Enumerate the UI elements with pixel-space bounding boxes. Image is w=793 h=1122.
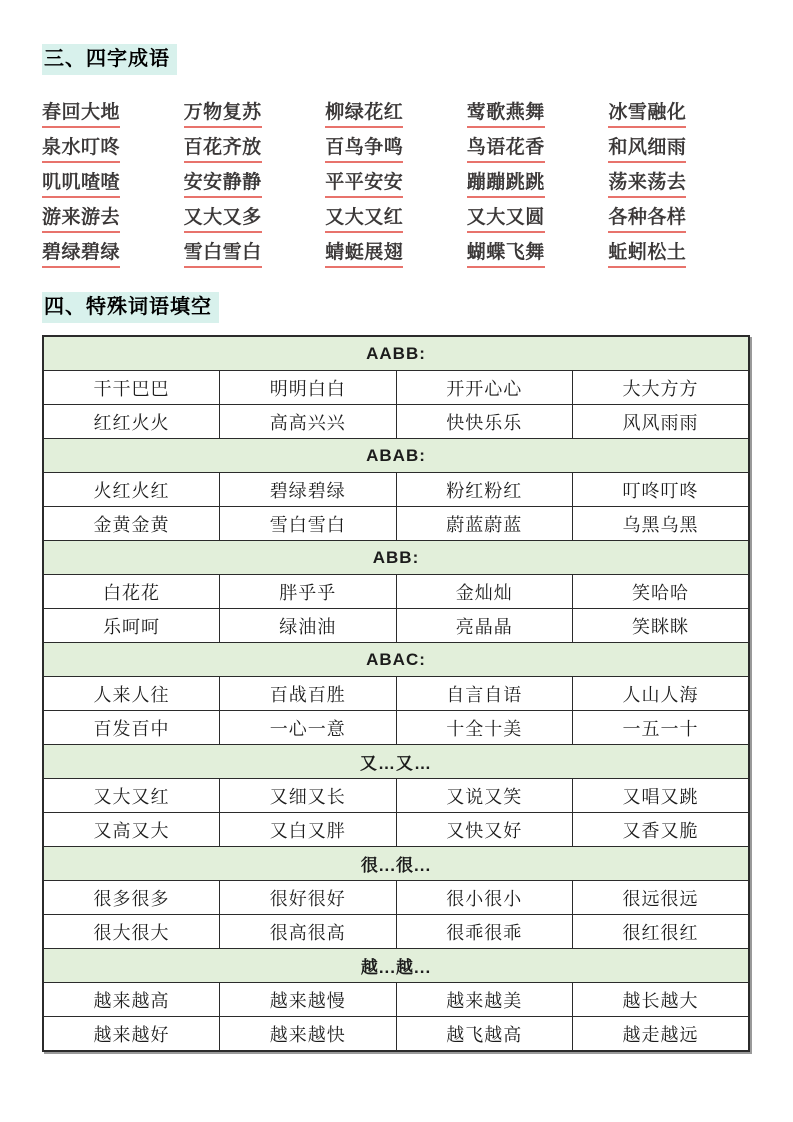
idiom-word: 又大又红 <box>325 202 403 233</box>
word-cell: 高高兴兴 <box>220 405 397 439</box>
word-cell: 百发百中 <box>43 711 220 745</box>
word-cell: 自言自语 <box>396 677 573 711</box>
idiom-word: 安安静静 <box>184 167 262 198</box>
word-group-header-row <box>43 643 749 677</box>
idiom-word: 莺歌燕舞 <box>467 97 545 128</box>
word-cell: 很多很多 <box>43 881 220 915</box>
word-cell: 金灿灿 <box>396 575 573 609</box>
idiom-word: 又大又多 <box>184 202 262 233</box>
word-row <box>43 881 749 915</box>
idiom-word: 雪白雪白 <box>184 237 262 268</box>
word-row <box>43 575 749 609</box>
section-title-idioms <box>42 44 751 75</box>
word-cell: 很红很红 <box>573 915 750 949</box>
idiom-word: 叽叽喳喳 <box>42 167 120 198</box>
idiom-word: 蝴蝶飞舞 <box>467 237 545 268</box>
word-group-header-row <box>43 847 749 881</box>
word-group-header-row <box>43 745 749 779</box>
word-group-header-row <box>43 949 749 983</box>
word-cell: 笑眯眯 <box>573 609 750 643</box>
idiom-word: 又大又圆 <box>467 202 545 233</box>
word-cell: 很远很远 <box>573 881 750 915</box>
word-row <box>43 1017 749 1052</box>
word-group-label: 很...很... <box>43 847 749 881</box>
word-cell: 明明白白 <box>220 371 397 405</box>
word-cell: 很高很高 <box>220 915 397 949</box>
word-row <box>43 711 749 745</box>
word-group-label: 越...越... <box>43 949 749 983</box>
word-row <box>43 813 749 847</box>
word-row <box>43 983 749 1017</box>
idiom-word: 和风细雨 <box>608 132 686 163</box>
word-cell: 乌黑乌黑 <box>573 507 750 541</box>
word-group-header-row <box>43 439 749 473</box>
idiom-word: 各种各样 <box>608 202 686 233</box>
idiom-word: 泉水叮咚 <box>42 132 120 163</box>
word-cell: 越来越好 <box>43 1017 220 1052</box>
idiom-word: 游来游去 <box>42 202 120 233</box>
word-cell: 绿油油 <box>220 609 397 643</box>
word-cell: 胖乎乎 <box>220 575 397 609</box>
idiom-word: 万物复苏 <box>184 97 262 128</box>
word-cell: 风风雨雨 <box>573 405 750 439</box>
word-group-label: ABAB: <box>43 439 749 473</box>
word-group-header-row <box>43 336 749 371</box>
word-row <box>43 405 749 439</box>
idiom-word: 荡来荡去 <box>608 167 686 198</box>
word-cell: 又细又长 <box>220 779 397 813</box>
word-row <box>43 779 749 813</box>
word-cell: 碧绿碧绿 <box>220 473 397 507</box>
word-cell: 又白又胖 <box>220 813 397 847</box>
section-title-idioms-highlight: 三、四字成语 <box>42 44 177 75</box>
word-cell: 一心一意 <box>220 711 397 745</box>
word-row <box>43 677 749 711</box>
idiom-word: 碧绿碧绿 <box>42 237 120 268</box>
word-cell: 蔚蓝蔚蓝 <box>396 507 573 541</box>
idiom-word: 春回大地 <box>42 97 120 128</box>
word-row <box>43 915 749 949</box>
word-group-label: ABAC: <box>43 643 749 677</box>
word-row <box>43 371 749 405</box>
word-cell: 粉红粉红 <box>396 473 573 507</box>
word-cell: 越飞越高 <box>396 1017 573 1052</box>
word-group-label: AABB: <box>43 336 749 371</box>
word-cell: 白花花 <box>43 575 220 609</box>
section-title-special-words-highlight: 四、特殊词语填空 <box>42 292 219 323</box>
word-cell: 火红火红 <box>43 473 220 507</box>
word-cell: 越来越慢 <box>220 983 397 1017</box>
idiom-word: 蹦蹦跳跳 <box>467 167 545 198</box>
word-cell: 越走越远 <box>573 1017 750 1052</box>
word-group-label: ABB: <box>43 541 749 575</box>
word-row <box>43 507 749 541</box>
word-cell: 雪白雪白 <box>220 507 397 541</box>
idiom-word: 蜻蜓展翅 <box>325 237 403 268</box>
word-cell: 人山人海 <box>573 677 750 711</box>
word-cell: 大大方方 <box>573 371 750 405</box>
word-row <box>43 609 749 643</box>
section-title-special-words <box>42 292 751 323</box>
word-cell: 快快乐乐 <box>396 405 573 439</box>
word-cell: 很好很好 <box>220 881 397 915</box>
idiom-word: 百花齐放 <box>184 132 262 163</box>
word-cell: 亮晶晶 <box>396 609 573 643</box>
word-cell: 乐呵呵 <box>43 609 220 643</box>
word-cell: 越长越大 <box>573 983 750 1017</box>
idiom-word: 冰雪融化 <box>608 97 686 128</box>
word-cell: 又香又脆 <box>573 813 750 847</box>
word-cell: 很乖很乖 <box>396 915 573 949</box>
word-cell: 越来越高 <box>43 983 220 1017</box>
word-cell: 开开心心 <box>396 371 573 405</box>
word-cell: 金黄金黄 <box>43 507 220 541</box>
word-cell: 人来人往 <box>43 677 220 711</box>
word-cell: 十全十美 <box>396 711 573 745</box>
idiom-grid <box>42 95 750 270</box>
word-cell: 红红火火 <box>43 405 220 439</box>
word-cell: 又快又好 <box>396 813 573 847</box>
idiom-word: 蚯蚓松土 <box>608 237 686 268</box>
idiom-word: 鸟语花香 <box>467 132 545 163</box>
word-cell: 干干巴巴 <box>43 371 220 405</box>
word-group-header-row <box>43 541 749 575</box>
word-cell: 叮咚叮咚 <box>573 473 750 507</box>
idiom-word: 百鸟争鸣 <box>325 132 403 163</box>
special-words-table <box>42 335 750 1052</box>
word-cell: 又唱又跳 <box>573 779 750 813</box>
word-cell: 越来越美 <box>396 983 573 1017</box>
word-cell: 很小很小 <box>396 881 573 915</box>
word-cell: 笑哈哈 <box>573 575 750 609</box>
word-group-label: 又…又… <box>43 745 749 779</box>
word-row <box>43 473 749 507</box>
word-cell: 又大又红 <box>43 779 220 813</box>
idiom-word: 柳绿花红 <box>325 97 403 128</box>
word-cell: 百战百胜 <box>220 677 397 711</box>
word-cell: 越来越快 <box>220 1017 397 1052</box>
idiom-word: 平平安安 <box>325 167 403 198</box>
word-cell: 又说又笑 <box>396 779 573 813</box>
word-cell: 很大很大 <box>43 915 220 949</box>
word-cell: 又高又大 <box>43 813 220 847</box>
word-cell: 一五一十 <box>573 711 750 745</box>
